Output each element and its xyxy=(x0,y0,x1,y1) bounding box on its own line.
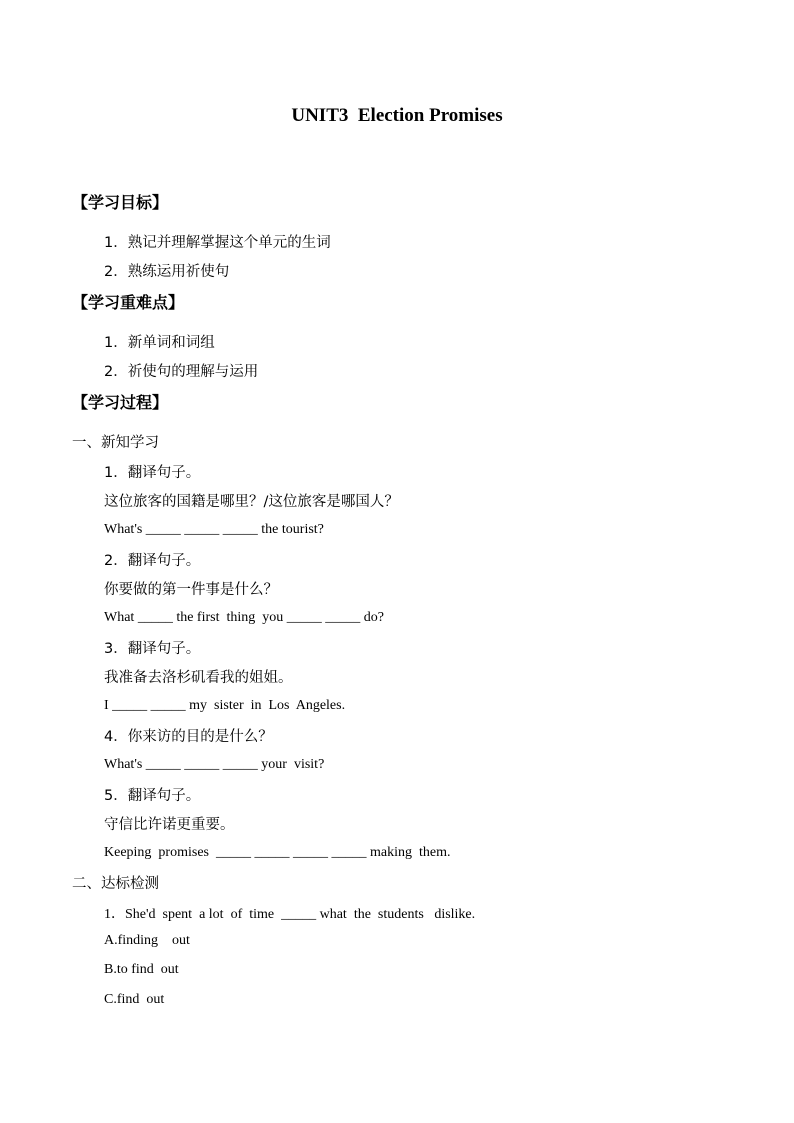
goal-item-1: 1．熟记并理解掌握这个单元的生词 xyxy=(104,235,331,251)
q3-english: I _____ _____ my sister in Los Angeles. xyxy=(104,698,346,713)
section-heading-key-points: 【学习重难点】 xyxy=(72,293,185,312)
q3-label: 3．翻译句子。 xyxy=(104,641,201,657)
q1-chinese: 这位旅客的国籍是哪里？/这位旅客是哪国人？ xyxy=(104,494,399,510)
key-point-item-2: 2．祈使句的理解与运用 xyxy=(104,364,259,380)
q4-label: 4．你来访的目的是什么？ xyxy=(104,729,273,745)
test-q1-option-c: C.find out xyxy=(104,992,165,1007)
q1-english: What's _____ _____ _____ the tourist? xyxy=(104,522,324,537)
q5-label: 5．翻译句子。 xyxy=(104,788,201,804)
q2-english: What _____ the first thing you _____ _____ do? xyxy=(104,610,384,625)
q2-chinese: 你要做的第一件事是什么？ xyxy=(104,582,278,598)
section-heading-process: 【学习过程】 xyxy=(72,393,169,412)
q5-chinese: 守信比许诺更重要。 xyxy=(104,817,235,833)
test-q1-option-a: A.finding out xyxy=(104,933,190,948)
q2-label: 2．翻译句子。 xyxy=(104,553,201,569)
q3-chinese: 我准备去洛杉矶看我的姐姐。 xyxy=(104,670,293,686)
goal-item-2: 2．熟练运用祈使句 xyxy=(104,264,230,280)
section-heading-goals: 【学习目标】 xyxy=(72,193,169,212)
part1-heading: 一、新知学习 xyxy=(72,435,159,451)
part2-heading: 二、达标检测 xyxy=(72,876,159,892)
q4-english: What's _____ _____ _____ your visit? xyxy=(104,757,325,772)
test-q1-option-b: B.to find out xyxy=(104,962,179,977)
key-point-item-1: 1．新单词和词组 xyxy=(104,335,215,351)
q5-english: Keeping promises _____ _____ _____ _____ making them. xyxy=(104,845,451,860)
page-title: UNIT3 Election Promises xyxy=(291,105,503,126)
q1-label: 1．翻译句子。 xyxy=(104,465,201,481)
test-q1-stem: 1．She'd spent a lot of time _____ what the students dislike. xyxy=(104,907,476,922)
